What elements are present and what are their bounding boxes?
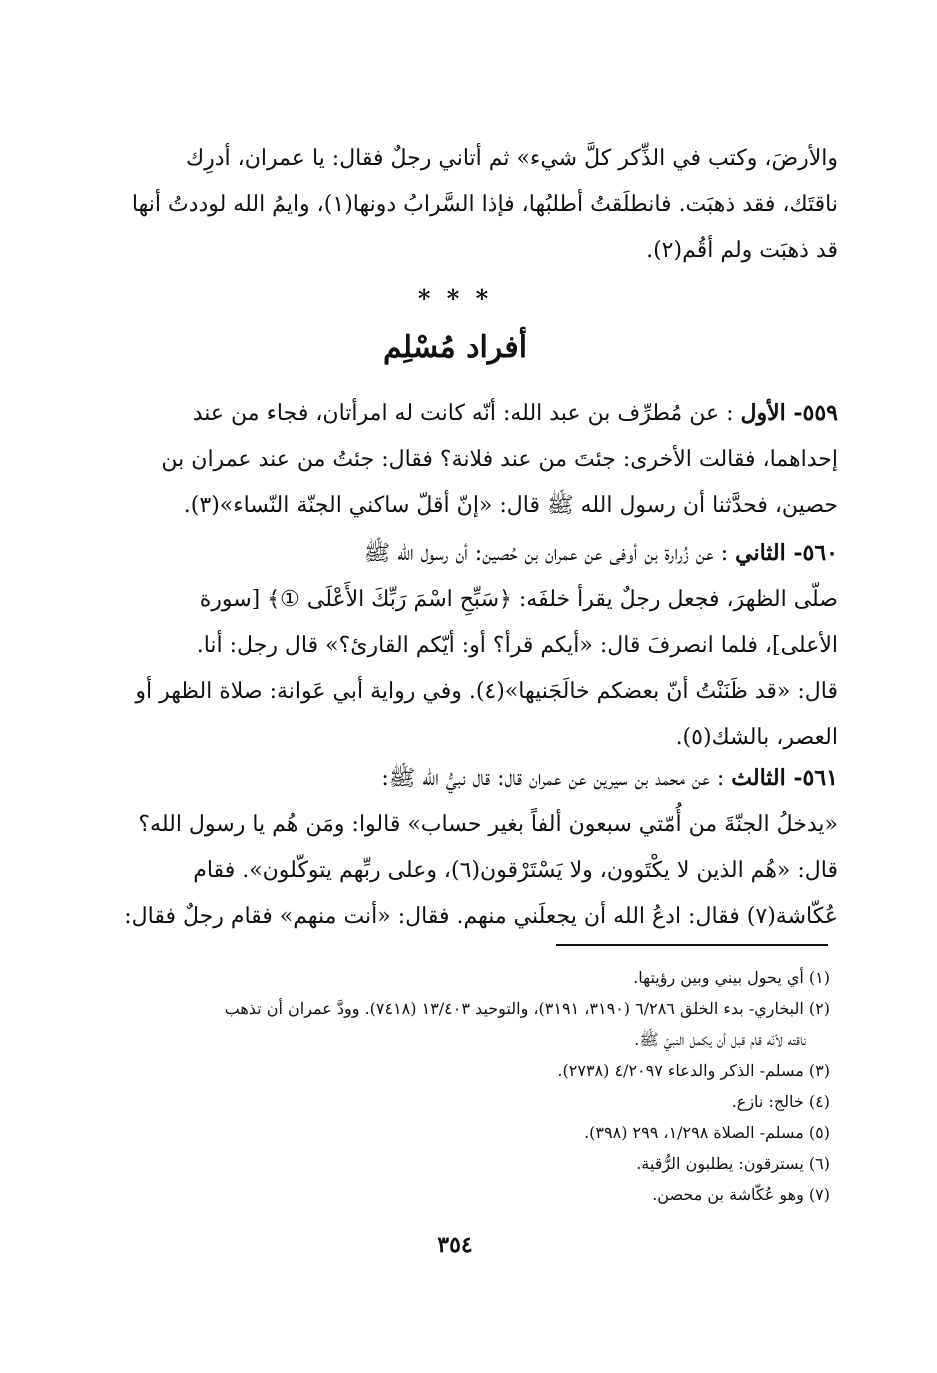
hadith-line xyxy=(78,755,838,802)
page-number: ٣٥٤ xyxy=(437,1232,473,1258)
hadith-line xyxy=(78,530,838,577)
hadith-line: قال: «هُم الذين لا يكْتَوون، ولا يَسْتَرْقون(٦)، وعلى ربِّهم يتوكّلون». فقام xyxy=(193,858,838,883)
footnotes xyxy=(120,962,830,1210)
hadith-text: : عن محمد بن سيرين عن عمران قال: قال نبيُّ الله ﷺ: xyxy=(381,766,725,791)
footnote-3: (٣) مسلم- الذكر والدعاء ٤/٢٠٩٧ (٢٧٣٨). xyxy=(557,1061,830,1080)
hadith-label: ٥٦١- الثالث xyxy=(731,765,838,791)
hadith-text: : عن زُرارة بن أوفى عن عمران بن حُصين: أن رسول الله ﷺ xyxy=(363,541,729,566)
hadith-line: الأعلى]، فلما انصرفَ قال: «أيكم قرأ؟ أو: أيّكم القارئ؟» قال رجل: أنا. xyxy=(196,633,838,658)
section-separator: * * * xyxy=(417,284,493,313)
hadith-line xyxy=(78,390,838,437)
hadith-line: العصر، بالشك(٥). xyxy=(675,725,838,750)
footnote-4: (٤) خالج: نازع. xyxy=(731,1092,830,1111)
intro-paragraph xyxy=(78,136,838,274)
hadith-line: «يدخلُ الجنّةَ من أُمّتي سبعون ألفاً بغير حساب» قالوا: ومَن هُم يا رسول الله؟ xyxy=(138,812,838,837)
intro-line: ناقتَك، فقد ذهبَت. فانطلَقتُ أطلبُها، فإذا السَّرابُ دونها(١)، وايمُ الله لوددتُ أنها xyxy=(131,192,838,217)
footnote-2-continued: ناقته لأنّه قام قبل أن يكمل النبيّ ﷺ. xyxy=(634,1030,806,1049)
hadith-561 xyxy=(78,755,838,940)
footnote-2: (٢) البخاري- بدء الخلق ٦/٢٨٦ (٣١٩٠، ٣١٩١)، والتوحيد ١٣/٤٠٣ (٧٤١٨). وودَّ عمران أن تذهب xyxy=(224,999,830,1018)
footnote-7: (٧) وهو عُكّاشة بن محصن. xyxy=(652,1185,830,1204)
hadith-line: إحداهما، فقالت الأخرى: جئتَ من عند فلانة؟ فقال: جئتُ من عند عمران بن xyxy=(161,447,838,472)
hadith-line: عُكّاشة(٧) فقال: ادعُ الله أن يجعلَني منهم. فقال: «أنت منهم» فقام رجلٌ فقال: xyxy=(124,904,838,929)
intro-line: قد ذهبَت ولم أقُم(٢). xyxy=(646,238,838,263)
hadith-line: حصين، فحدَّثنا أن رسول الله ﷺ قال: «إنّ أقلّ ساكني الجنّة النّساء»(٣). xyxy=(183,493,838,518)
footnote-divider xyxy=(556,944,828,946)
section-title: أفراد مُسْلِم xyxy=(382,330,528,365)
footnote-6: (٦) يسترقون: يطلبون الرُّقية. xyxy=(636,1154,830,1173)
hadith-line: صلّى الظهرَ، فجعل رجلٌ يقرأ خلفَه: ﴿سَبِّحِ اسْمَ رَبِّكَ الأَعْلَى ①﴾ [سورة xyxy=(199,587,838,612)
hadith-label: ٥٦٠- الثاني xyxy=(735,540,838,566)
hadith-560 xyxy=(78,530,838,761)
footnote-5: (٥) مسلم- الصلاة ١/٢٩٨، ٢٩٩ (٣٩٨). xyxy=(584,1123,830,1142)
hadith-line: قال: «قد ظَنَنْتُ أنّ بعضكم خالَجَنيها»(٤). وفي رواية أبي عَوانة: صلاة الظهر أو xyxy=(135,679,838,704)
hadith-559 xyxy=(78,390,838,529)
footnote-1: (١) أي يحول بيني وبين رؤيتها. xyxy=(633,968,830,987)
hadith-label: ٥٥٩- الأول xyxy=(740,400,838,426)
hadith-text: : عن مُطرِّف بن عبد الله: أنّه كانت له امرأتان، فجاء من عند xyxy=(192,401,734,426)
intro-line: والأرضَ، وكتب في الذِّكر كلَّ شيء» ثم أتاني رجلٌ فقال: يا عمران، أدرِك xyxy=(185,146,838,171)
